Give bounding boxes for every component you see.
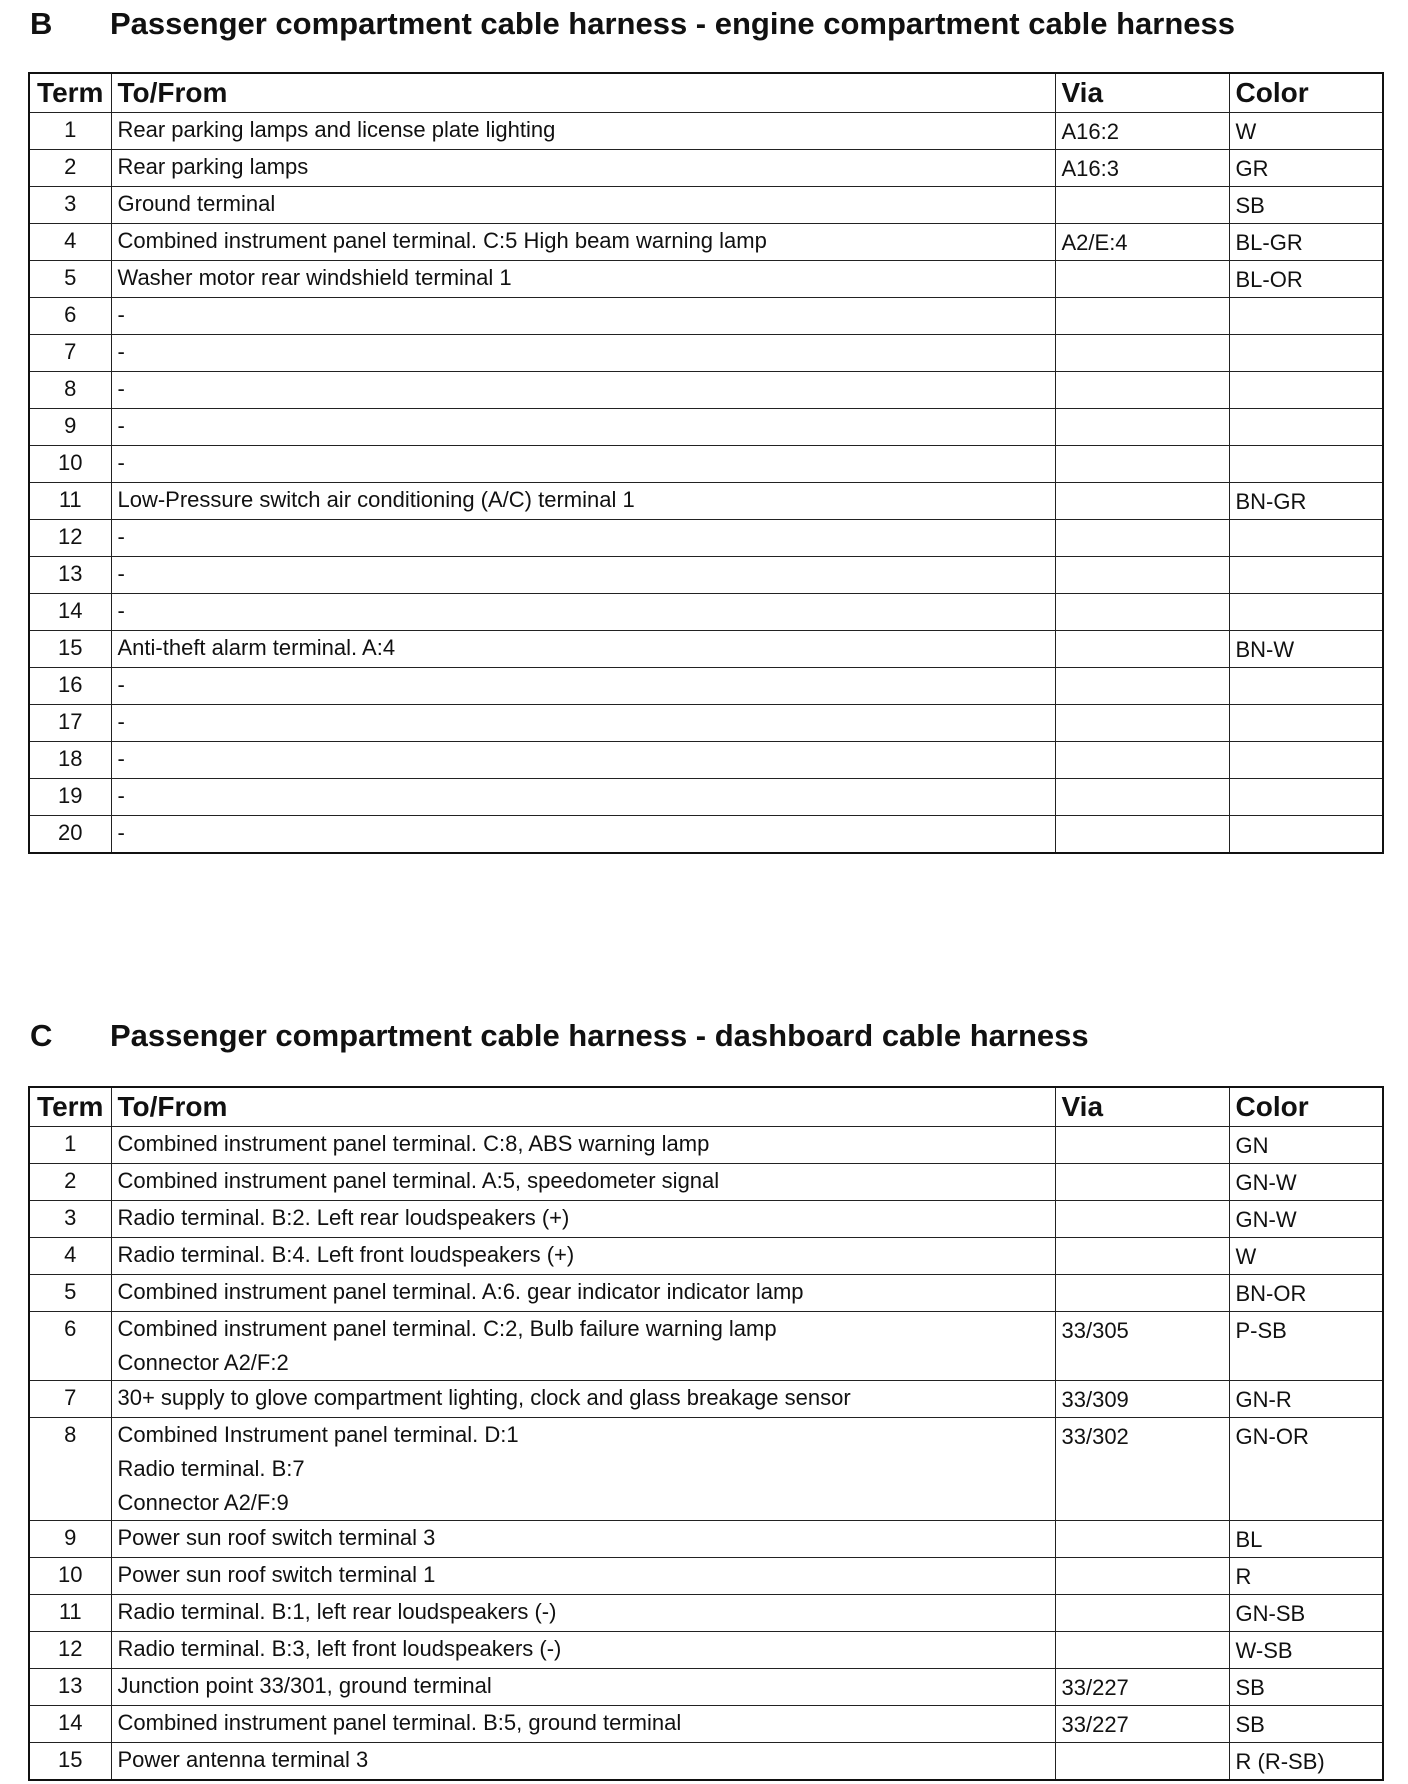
color-cell: BL-GR <box>1229 224 1383 261</box>
to-from-line: Power sun roof switch terminal 1 <box>117 1562 436 1587</box>
color-cell: GN <box>1229 1127 1383 1164</box>
table-row <box>29 816 1383 854</box>
via-cell <box>1055 1743 1229 1781</box>
to-from-line: - <box>117 746 125 771</box>
to-from-cell <box>111 113 1055 150</box>
via-cell <box>1055 594 1229 631</box>
to-from-cell <box>111 298 1055 335</box>
to-from-cell <box>111 1164 1055 1201</box>
color-cell: SB <box>1229 187 1383 224</box>
to-from-cell <box>111 1521 1055 1558</box>
to-from-cell <box>111 187 1055 224</box>
via-cell <box>1055 1558 1229 1595</box>
term-header: Term <box>29 1087 111 1127</box>
to-from-cell <box>111 742 1055 779</box>
to-from-cell <box>111 557 1055 594</box>
color-cell: GN-W <box>1229 1201 1383 1238</box>
to-from-cell <box>111 1275 1055 1312</box>
to-from-cell <box>111 1558 1055 1595</box>
to-from-cell <box>111 1312 1055 1381</box>
via-cell <box>1055 1238 1229 1275</box>
to-from-cell <box>111 1632 1055 1669</box>
via-cell: A16:3 <box>1055 150 1229 187</box>
via-cell <box>1055 705 1229 742</box>
via-cell <box>1055 187 1229 224</box>
term-cell: 5 <box>29 261 111 298</box>
section-c-table <box>28 1086 1384 1781</box>
to-from-line: Rear parking lamps and license plate lighting <box>117 117 556 142</box>
section-c-letter: C <box>30 1018 53 1053</box>
to-from-line: - <box>117 339 125 364</box>
to-from-line: Anti-theft alarm terminal. A:4 <box>117 635 396 660</box>
to-from-line: - <box>117 376 125 401</box>
via-cell <box>1055 1275 1229 1312</box>
section-b-letter: B <box>30 6 53 41</box>
to-from-cell <box>111 335 1055 372</box>
table-row <box>29 1595 1383 1632</box>
via-header: Via <box>1055 73 1229 113</box>
term-cell: 14 <box>29 1706 111 1743</box>
color-cell <box>1229 372 1383 409</box>
to-from-line: Radio terminal. B:1, left rear loudspeakers (-) <box>117 1599 557 1624</box>
table-row <box>29 557 1383 594</box>
color-cell <box>1229 298 1383 335</box>
color-cell: GN-W <box>1229 1164 1383 1201</box>
to-from-line: Combined instrument panel terminal. A:5, speedometer signal <box>117 1168 720 1193</box>
table-row <box>29 335 1383 372</box>
to-from-line: - <box>117 820 125 845</box>
term-cell: 7 <box>29 1381 111 1418</box>
to-from-line: - <box>117 302 125 327</box>
term-cell: 4 <box>29 1238 111 1275</box>
color-cell: SB <box>1229 1706 1383 1743</box>
term-cell: 2 <box>29 150 111 187</box>
via-cell <box>1055 483 1229 520</box>
to-from-cell <box>111 372 1055 409</box>
table-row <box>29 1201 1383 1238</box>
term-cell: 19 <box>29 779 111 816</box>
color-cell: W <box>1229 1238 1383 1275</box>
to-from-line: Washer motor rear windshield terminal 1 <box>117 265 512 290</box>
term-cell: 14 <box>29 594 111 631</box>
term-cell: 6 <box>29 298 111 335</box>
color-cell <box>1229 409 1383 446</box>
section-b-heading <box>30 6 1235 42</box>
table-row <box>29 1558 1383 1595</box>
table-row <box>29 1275 1383 1312</box>
to-from-cell <box>111 631 1055 668</box>
term-cell: 4 <box>29 224 111 261</box>
term-cell: 15 <box>29 631 111 668</box>
term-cell: 11 <box>29 483 111 520</box>
term-cell: 9 <box>29 409 111 446</box>
to-from-cell <box>111 816 1055 854</box>
color-cell <box>1229 594 1383 631</box>
via-cell <box>1055 261 1229 298</box>
color-cell: W-SB <box>1229 1632 1383 1669</box>
color-cell: BN-OR <box>1229 1275 1383 1312</box>
to-from-line: - <box>117 783 125 808</box>
to-from-cell <box>111 1669 1055 1706</box>
table-row <box>29 1706 1383 1743</box>
via-cell <box>1055 520 1229 557</box>
to-from-line: Power sun roof switch terminal 3 <box>117 1525 436 1550</box>
via-cell <box>1055 1201 1229 1238</box>
to-from-cell <box>111 779 1055 816</box>
term-cell: 6 <box>29 1312 111 1381</box>
to-from-cell <box>111 1127 1055 1164</box>
via-cell <box>1055 557 1229 594</box>
to-from-line: - <box>117 709 125 734</box>
via-cell: 33/227 <box>1055 1706 1229 1743</box>
via-cell <box>1055 298 1229 335</box>
via-cell: 33/302 <box>1055 1418 1229 1521</box>
to-from-line: Power antenna terminal 3 <box>117 1747 369 1772</box>
to-from-line: Connector A2/F:9 <box>117 1490 289 1515</box>
to-from-header: To/From <box>111 73 1055 113</box>
table-row <box>29 446 1383 483</box>
via-cell <box>1055 372 1229 409</box>
color-cell <box>1229 335 1383 372</box>
to-from-header: To/From <box>111 1087 1055 1127</box>
term-cell: 3 <box>29 1201 111 1238</box>
table-row <box>29 1743 1383 1781</box>
to-from-cell <box>111 261 1055 298</box>
via-cell <box>1055 409 1229 446</box>
term-cell: 8 <box>29 372 111 409</box>
term-cell: 13 <box>29 557 111 594</box>
to-from-line: - <box>117 598 125 623</box>
color-header: Color <box>1229 1087 1383 1127</box>
table-row <box>29 483 1383 520</box>
via-cell <box>1055 1164 1229 1201</box>
to-from-cell <box>111 409 1055 446</box>
to-from-line: Radio terminal. B:7 <box>117 1456 305 1481</box>
table-row <box>29 1312 1383 1381</box>
term-cell: 3 <box>29 187 111 224</box>
color-cell <box>1229 520 1383 557</box>
to-from-cell <box>111 1418 1055 1521</box>
table-row <box>29 409 1383 446</box>
color-cell <box>1229 742 1383 779</box>
color-header: Color <box>1229 73 1383 113</box>
term-cell: 16 <box>29 668 111 705</box>
via-cell: A16:2 <box>1055 113 1229 150</box>
table-row <box>29 372 1383 409</box>
to-from-line: 30+ supply to glove compartment lighting, clock and glass breakage sensor <box>117 1385 851 1410</box>
table-row <box>29 261 1383 298</box>
to-from-cell <box>111 1595 1055 1632</box>
term-cell: 13 <box>29 1669 111 1706</box>
color-cell <box>1229 816 1383 854</box>
term-cell: 1 <box>29 113 111 150</box>
to-from-cell <box>111 520 1055 557</box>
via-cell <box>1055 1127 1229 1164</box>
table-row <box>29 594 1383 631</box>
to-from-line: Radio terminal. B:2. Left rear loudspeakers (+) <box>117 1205 570 1230</box>
via-cell <box>1055 1632 1229 1669</box>
color-cell: P-SB <box>1229 1312 1383 1381</box>
term-cell: 11 <box>29 1595 111 1632</box>
to-from-line: Low-Pressure switch air conditioning (A/C) terminal 1 <box>117 487 635 512</box>
to-from-line: - <box>117 524 125 549</box>
section-b-table <box>28 72 1384 854</box>
color-cell: BL-OR <box>1229 261 1383 298</box>
table-row <box>29 1521 1383 1558</box>
via-cell <box>1055 779 1229 816</box>
via-cell: 33/309 <box>1055 1381 1229 1418</box>
via-cell <box>1055 742 1229 779</box>
table-header-row <box>29 1087 1383 1127</box>
color-cell <box>1229 446 1383 483</box>
table-row <box>29 1127 1383 1164</box>
color-cell: BN-GR <box>1229 483 1383 520</box>
table-row <box>29 1632 1383 1669</box>
to-from-line: - <box>117 561 125 586</box>
table-header-row <box>29 73 1383 113</box>
table-row <box>29 1381 1383 1418</box>
color-cell <box>1229 557 1383 594</box>
color-cell: BN-W <box>1229 631 1383 668</box>
to-from-line: Rear parking lamps <box>117 154 309 179</box>
via-cell: A2/E:4 <box>1055 224 1229 261</box>
to-from-line: Connector A2/F:2 <box>117 1350 289 1375</box>
to-from-line: - <box>117 450 125 475</box>
table-row <box>29 224 1383 261</box>
table-row <box>29 779 1383 816</box>
term-cell: 1 <box>29 1127 111 1164</box>
term-cell: 12 <box>29 1632 111 1669</box>
to-from-line: Combined Instrument panel terminal. D:1 <box>117 1422 519 1447</box>
table-row <box>29 1669 1383 1706</box>
color-cell: GR <box>1229 150 1383 187</box>
to-from-line: Combined instrument panel terminal. C:2, Bulb failure warning lamp <box>117 1316 777 1341</box>
color-cell: R (R-SB) <box>1229 1743 1383 1781</box>
table-row <box>29 631 1383 668</box>
to-from-cell <box>111 594 1055 631</box>
to-from-cell <box>111 224 1055 261</box>
to-from-cell <box>111 483 1055 520</box>
term-cell: 15 <box>29 1743 111 1781</box>
term-cell: 7 <box>29 335 111 372</box>
color-cell: W <box>1229 113 1383 150</box>
via-cell <box>1055 1595 1229 1632</box>
section-c-heading <box>30 1018 1089 1054</box>
via-cell: 33/227 <box>1055 1669 1229 1706</box>
term-cell: 10 <box>29 446 111 483</box>
color-cell <box>1229 779 1383 816</box>
to-from-line: Combined instrument panel terminal. C:5 High beam warning lamp <box>117 228 767 253</box>
table-row <box>29 150 1383 187</box>
table-row <box>29 1418 1383 1521</box>
table-row <box>29 1164 1383 1201</box>
table-row <box>29 1238 1383 1275</box>
color-cell: GN-SB <box>1229 1595 1383 1632</box>
color-cell: BL <box>1229 1521 1383 1558</box>
term-cell: 5 <box>29 1275 111 1312</box>
table-row <box>29 298 1383 335</box>
to-from-cell <box>111 705 1055 742</box>
via-cell <box>1055 1521 1229 1558</box>
via-cell <box>1055 335 1229 372</box>
to-from-cell <box>111 1201 1055 1238</box>
table-row <box>29 705 1383 742</box>
to-from-cell <box>111 1381 1055 1418</box>
to-from-line: Junction point 33/301, ground terminal <box>117 1673 492 1698</box>
to-from-line: - <box>117 672 125 697</box>
term-cell: 20 <box>29 816 111 854</box>
table-row <box>29 668 1383 705</box>
term-cell: 18 <box>29 742 111 779</box>
section-b-title: Passenger compartment cable harness - engine compartment cable harness <box>110 6 1236 41</box>
term-cell: 12 <box>29 520 111 557</box>
to-from-cell <box>111 1238 1055 1275</box>
color-cell: R <box>1229 1558 1383 1595</box>
term-cell: 9 <box>29 1521 111 1558</box>
to-from-line: Combined instrument panel terminal. C:8, ABS warning lamp <box>117 1131 710 1156</box>
section-c-title: Passenger compartment cable harness - dashboard cable harness <box>110 1018 1089 1053</box>
to-from-cell <box>111 446 1055 483</box>
via-cell <box>1055 668 1229 705</box>
via-cell <box>1055 816 1229 854</box>
table-row <box>29 113 1383 150</box>
to-from-cell <box>111 1706 1055 1743</box>
table-row <box>29 742 1383 779</box>
color-cell: SB <box>1229 1669 1383 1706</box>
table-row <box>29 187 1383 224</box>
to-from-line: - <box>117 413 125 438</box>
table-row <box>29 520 1383 557</box>
to-from-line: Radio terminal. B:3, left front loudspeakers (-) <box>117 1636 562 1661</box>
to-from-cell <box>111 668 1055 705</box>
term-header: Term <box>29 73 111 113</box>
to-from-cell <box>111 150 1055 187</box>
color-cell <box>1229 668 1383 705</box>
via-cell <box>1055 446 1229 483</box>
to-from-line: Combined instrument panel terminal. B:5, ground terminal <box>117 1710 682 1735</box>
color-cell <box>1229 705 1383 742</box>
via-cell <box>1055 631 1229 668</box>
via-cell: 33/305 <box>1055 1312 1229 1381</box>
to-from-line: Combined instrument panel terminal. A:6. gear indicator indicator lamp <box>117 1279 804 1304</box>
via-header: Via <box>1055 1087 1229 1127</box>
term-cell: 17 <box>29 705 111 742</box>
term-cell: 8 <box>29 1418 111 1521</box>
to-from-cell <box>111 1743 1055 1781</box>
color-cell: GN-OR <box>1229 1418 1383 1521</box>
to-from-line: Ground terminal <box>117 191 276 216</box>
term-cell: 2 <box>29 1164 111 1201</box>
color-cell: GN-R <box>1229 1381 1383 1418</box>
to-from-line: Radio terminal. B:4. Left front loudspeakers (+) <box>117 1242 575 1267</box>
term-cell: 10 <box>29 1558 111 1595</box>
